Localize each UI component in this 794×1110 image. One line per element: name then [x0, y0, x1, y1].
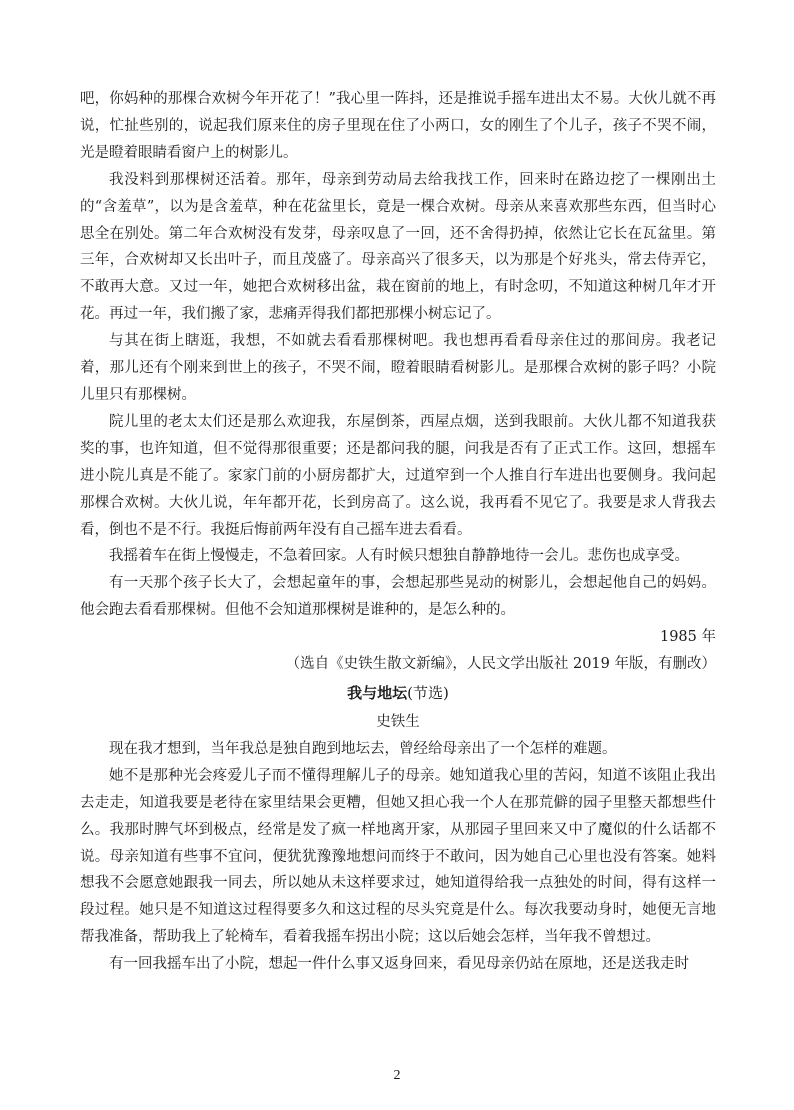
paragraph: 现在我才想到，当年我总是独自跑到地坛去，曾经给母亲出了一个怎样的难题。	[109, 740, 617, 757]
paragraph: 有一天那个孩子长大了，会想起童年的事，会想起那些晃动的树影儿，会想起他自己的妈妈。他会跑去看看那棵树。但他不会知道那棵树是谁种的，是怎么种的。	[80, 575, 716, 619]
essay-title-note: (节选)	[407, 683, 449, 702]
paragraph: 与其在街上瞎逛，我想，不如就去看看那棵树吧。我也想再看看母亲住过的那间房。我老记着，那儿还有个刚来到世上的孩子，不哭不闹，瞪着眼睛看树影儿。是那棵合欢树的影子吗？小院儿里只有那棵树。	[80, 333, 716, 403]
essay-woyuditan	[80, 678, 716, 978]
source-citation: （选自《史铁生散文新编》，人民文学出版社 2019 年版，有删改）	[285, 656, 716, 673]
essay-author: 史铁生	[376, 713, 420, 730]
paragraph: 有一回我摇车出了小院，想起一件什么事又返身回来，看见母亲仍站在原地，还是送我走时	[109, 956, 689, 973]
paragraph: 院儿里的老太太们还是那么欢迎我，东屋倒茶，西屋点烟，送到我眼前。大伙儿都不知道我获奖的事，也许知道，但不觉得那很重要；还是都问我的腿，问我是否有了正式工作。这回，想摇车进小院儿真是不能了。家家门前的小厨房都扩大，过道窄到一个人推自行车进出也要侧身。我问起那棵合欢树。大伙儿说，年年都开花，长到房高了。这么说，我再看不见它了。我要是求人背我去看，倒也不是不行。我挺后悔前两年没有自己摇车进去看看。	[80, 413, 716, 538]
essay-hehuanshu	[80, 86, 716, 678]
page-number: 2	[393, 1068, 401, 1083]
paragraph: 我没料到那棵树还活着。那年，母亲到劳动局去给我找工作，回来时在路边挖了一棵刚出土的“含羞草”，以为是含羞草，种在花盆里长，竟是一棵合欢树。母亲从来喜欢那些东西，但当时心思全在别处。第二年合欢树没有发芽，母亲叹息了一回，还不舍得扔掉，依然让它长在瓦盆里。第三年，合欢树却又长出叶子，而且茂盛了。母亲高兴了很多天，以为那是个好兆头，常去侍弄它，不敢再大意。又过一年，她把合欢树移出盆，栽在窗前的地上，有时念叨，不知道这种树几年才开花。再过一年，我们搬了家，悲痛弄得我们都把那棵小树忘记了。	[80, 171, 716, 323]
essay-year: 1985 年	[659, 629, 716, 646]
paragraph: 吧，你妈种的那棵合欢树今年开花了！”我心里一阵抖，还是推说手摇车进出太不易。大伙儿就不再说，忙扯些别的，说起我们原来住的房子里现在住了小两口，女的刚生了个儿子，孩子不哭不闹，光是瞪着眼睛看窗户上的树影儿。	[80, 91, 716, 161]
paragraph: 她不是那种光会疼爱儿子而不懂得理解儿子的母亲。她知道我心里的苦闷，知道不该阻止我出去走走，知道我要是老待在家里结果会更糟，但她又担心我一个人在那荒僻的园子里整天都想些什么。我那时脾气坏到极点，经常是发了疯一样地离开家，从那园子里回来又中了魔似的什么话都不说。母亲知道有些事不宜问，便犹犹豫豫地想问而终于不敢问，因为她自己心里也没有答案。她料想我不会愿意她跟我一同去，所以她从未这样要求过，她知道得给我一点独处的时间，得有这样一段过程。她只是不知道这过程得要多久和这过程的尽头究竟是什么。每次我要动身时，她便无言地帮我准备，帮助我上了轮椅车，看着我摇车拐出小院；这以后她会怎样，当年我不曾想过。	[80, 767, 716, 946]
paragraph: 我摇着车在街上慢慢走，不急着回家。人有时候只想独自静静地待一会儿。悲伤也成享受。	[109, 548, 689, 565]
essay-title-text: 我与地坛	[347, 683, 408, 702]
document-body	[80, 86, 716, 978]
essay-title	[80, 678, 716, 708]
